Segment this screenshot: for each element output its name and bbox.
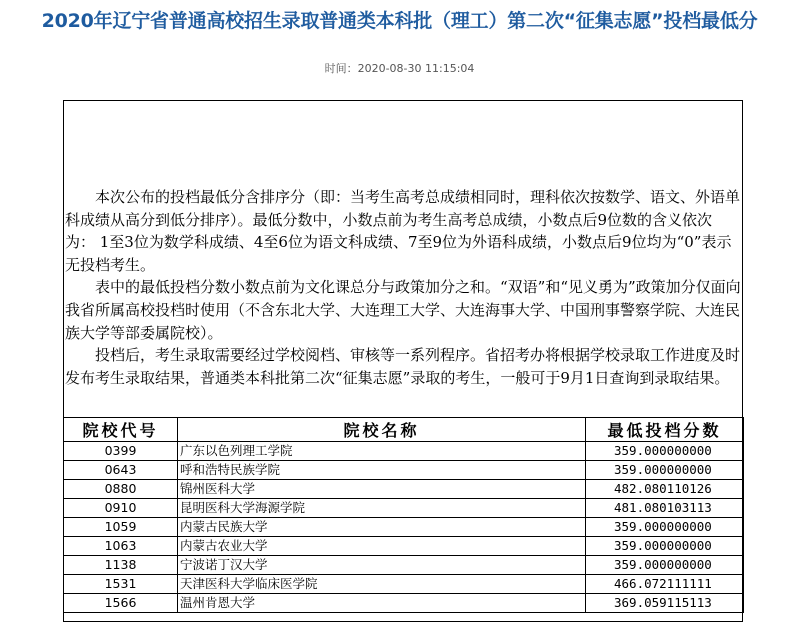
time-label: 时间：	[324, 62, 358, 75]
table-row	[64, 480, 744, 499]
table-row	[64, 594, 744, 613]
intro-paragraph-3: 投档后，考生录取需要经过学校阅档、审核等一系列程序。省招考办将根据学校录取工作进度及时发布考生录取结果，普通类本科批第二次“征集志愿”录取的考生，一般可于9月1日查询到录取结果。	[65, 346, 741, 387]
table-row	[64, 499, 744, 518]
intro-paragraph-2: 表中的最低投档分数小数点前为文化课总分与政策加分之和。“双语”和“见义勇为”政策加分仅面向我省所属高校投档时使用（不含东北大学、大连理工大学、大连海事大学、中国刑事警察学院、大连民族大学等部委属院校）。	[65, 278, 741, 342]
intro-text	[65, 186, 741, 389]
table-row	[64, 461, 744, 480]
school-name: 锦州医科大学	[178, 480, 586, 499]
min-score: 359.000000000	[586, 518, 744, 537]
table-row	[64, 537, 744, 556]
school-code: 1531	[64, 575, 178, 594]
min-score: 466.072111111	[586, 575, 744, 594]
school-name: 呼和浩特民族学院	[178, 461, 586, 480]
school-code: 1566	[64, 594, 178, 613]
time-value: 2020-08-30 11:15:04	[357, 62, 475, 75]
school-code: 0910	[64, 499, 178, 518]
min-score: 359.000000000	[586, 537, 744, 556]
publish-time	[0, 60, 799, 76]
school-code: 1059	[64, 518, 178, 537]
table-row	[64, 442, 744, 461]
table-row	[64, 575, 744, 594]
table-row	[64, 556, 744, 575]
table-row	[64, 518, 744, 537]
min-score: 359.000000000	[586, 442, 744, 461]
school-code: 1063	[64, 537, 178, 556]
table-header-row	[64, 418, 744, 442]
school-name: 昆明医科大学海源学院	[178, 499, 586, 518]
header-name: 院校名称	[178, 418, 586, 442]
min-score: 482.080110126	[586, 480, 744, 499]
school-name: 内蒙古农业大学	[178, 537, 586, 556]
min-score: 359.000000000	[586, 556, 744, 575]
score-table	[63, 417, 744, 613]
header-code: 院校代号	[64, 418, 178, 442]
min-score: 369.059115113	[586, 594, 744, 613]
school-code: 1138	[64, 556, 178, 575]
school-code: 0399	[64, 442, 178, 461]
page-title: 2020年辽宁省普通高校招生录取普通类本科批（理工）第二次“征集志愿”投档最低分	[41, 10, 758, 32]
header-score: 最低投档分数	[586, 418, 744, 442]
intro-paragraph-1: 本次公布的投档最低分含排序分（即：当考生高考总成绩相同时，理科依次按数学、语文、外语单科成绩从高分到低分排序）。最低分数中，小数点前为考生高考总成绩，小数点后9位数的含义依次为： 1至3位为数学科成绩、4至6位为语文科成绩、7至9位为外语科成绩，小数点后9位均为“0”表示无投档考生。	[65, 188, 741, 274]
school-name: 广东以色列理工学院	[178, 442, 586, 461]
school-code: 0643	[64, 461, 178, 480]
min-score: 359.000000000	[586, 461, 744, 480]
school-name: 宁波诺丁汉大学	[178, 556, 586, 575]
min-score: 481.080103113	[586, 499, 744, 518]
school-code: 0880	[64, 480, 178, 499]
school-name: 内蒙古民族大学	[178, 518, 586, 537]
school-name: 天津医科大学临床医学院	[178, 575, 586, 594]
school-name: 温州肯恩大学	[178, 594, 586, 613]
